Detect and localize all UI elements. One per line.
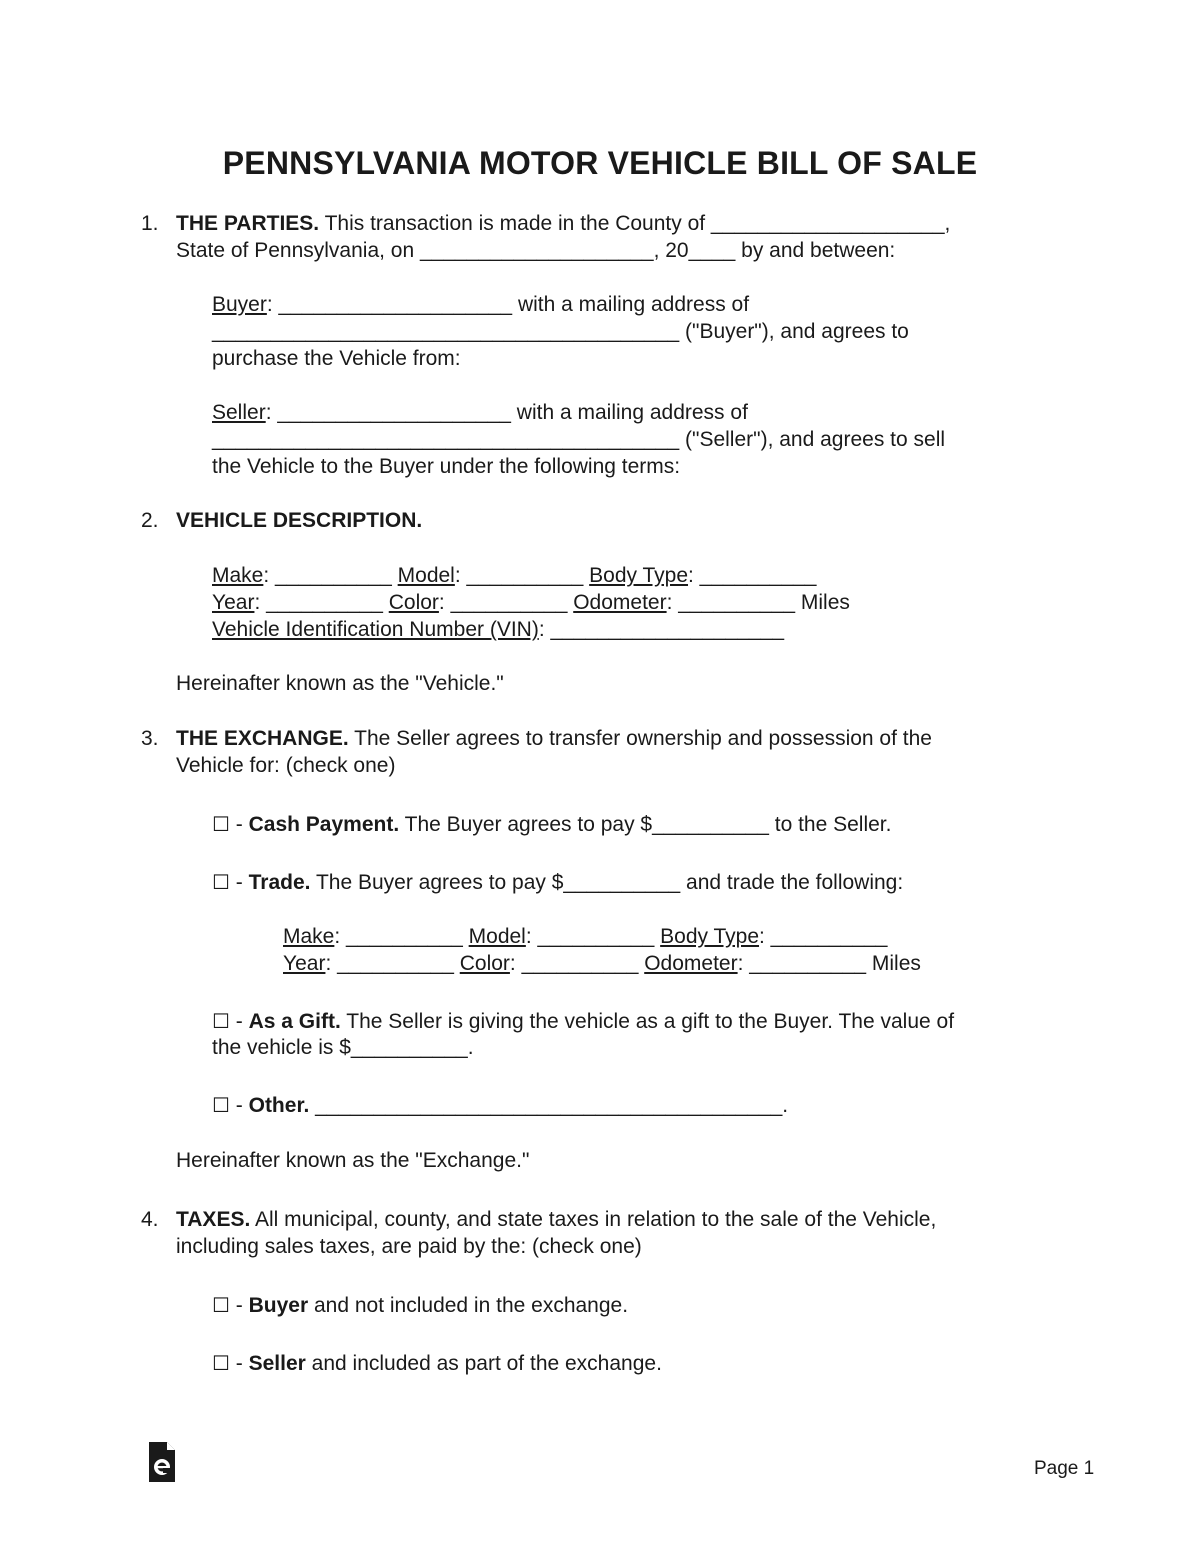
trade-checkbox[interactable]: ☐ [212,870,230,894]
body-type-label: Body Type [589,564,689,587]
gift-option: ☐ - As a Gift. The Seller is giving the vehicle as a gift to the Buyer. The value of [212,1009,955,1033]
make-label: Make [212,564,264,587]
trade-row-1: Make: __________ Model: __________ Body Type: __________ [283,925,888,948]
taxes-buyer-checkbox[interactable]: ☐ [212,1293,230,1317]
seller-line-3: the Vehicle to the Buyer under the following terms: [212,455,681,478]
trade-label: Trade. [248,871,311,894]
exchange-hereinafter: Hereinafter known as the "Exchange." [176,1149,530,1172]
other-option: ☐ - Other. ________________________________________. [212,1093,789,1117]
cash-option: ☐ - Cash Payment. The Buyer agrees to pay $__________ to the Seller. [212,812,892,836]
section-3-number: 3. [141,727,159,750]
other-label: Other. [248,1094,310,1117]
buyer-label: Buyer [212,293,267,316]
other-checkbox[interactable]: ☐ [212,1093,230,1117]
section-4-number: 4. [141,1208,159,1231]
gift-checkbox[interactable]: ☐ [212,1009,230,1033]
taxes-buyer-label: Buyer [248,1294,309,1317]
taxes-seller-checkbox[interactable]: ☐ [212,1351,230,1375]
color-label: Color [388,591,439,614]
seller-line-2: ________________________________________ ("Seller"), and agrees to sell [212,428,946,451]
section-2-number: 2. [141,509,159,532]
taxes-seller-option: ☐ - Seller and included as part of the exchange. [212,1351,662,1375]
section-2-heading: VEHICLE DESCRIPTION. [176,509,423,532]
vin-label: Vehicle Identification Number (VIN) [212,618,539,641]
taxes-buyer-option: ☐ - Buyer and not included in the exchange. [212,1293,629,1317]
section-1-heading: THE PARTIES. [176,212,320,235]
gift-label: As a Gift. [248,1010,341,1033]
taxes-seller-label: Seller [248,1352,306,1375]
page-number: Page 1 [1034,1458,1095,1479]
section-1-line-1: THE PARTIES. This transaction is made in the County of ____________________, [176,212,951,235]
buyer-line-2: ________________________________________ ("Buyer"), and agrees to [212,320,909,343]
section-3-heading: THE EXCHANGE. [176,727,349,750]
section-3-line-2: Vehicle for: (check one) [176,754,396,777]
trade-option: ☐ - Trade. The Buyer agrees to pay $__________ and trade the following: [212,870,904,894]
buyer-line-1: Buyer: ____________________ with a mailing address of [212,293,750,316]
document-title: PENNSYLVANIA MOTOR VEHICLE BILL OF SALE [222,145,978,181]
year-label: Year [212,591,255,614]
gift-line-2: the vehicle is $__________. [212,1036,474,1059]
model-label: Model [397,564,455,587]
seller-label: Seller [212,401,266,424]
cash-label: Cash Payment. [248,813,400,836]
buyer-line-3: purchase the Vehicle from: [212,347,461,370]
vehicle-hereinafter: Hereinafter known as the "Vehicle." [176,672,504,695]
eforms-logo-icon [147,1442,177,1482]
section-3-line-1: THE EXCHANGE. The Seller agrees to transfer ownership and possession of the [176,727,932,750]
section-1-line-2: State of Pennsylvania, on ____________________, 20____ by and between: [176,239,896,262]
section-4-heading: TAXES. [176,1208,251,1231]
vehicle-row-2: Year: __________ Color: __________ Odometer: __________ Miles [212,591,850,614]
vehicle-row-1: Make: __________ Model: __________ Body Type: __________ [212,564,817,587]
cash-checkbox[interactable]: ☐ [212,812,230,836]
odometer-label: Odometer [573,591,667,614]
section-4-line-2: including sales taxes, are paid by the: (check one) [176,1235,642,1258]
section-1-number: 1. [141,212,159,235]
trade-row-2: Year: __________ Color: __________ Odometer: __________ Miles [283,952,921,975]
seller-line-1: Seller: ____________________ with a mailing address of [212,401,748,424]
vehicle-row-3: Vehicle Identification Number (VIN): ____________________ [212,618,785,641]
section-4-line-1: TAXES. All municipal, county, and state taxes in relation to the sale of the Vehicle, [176,1208,937,1231]
